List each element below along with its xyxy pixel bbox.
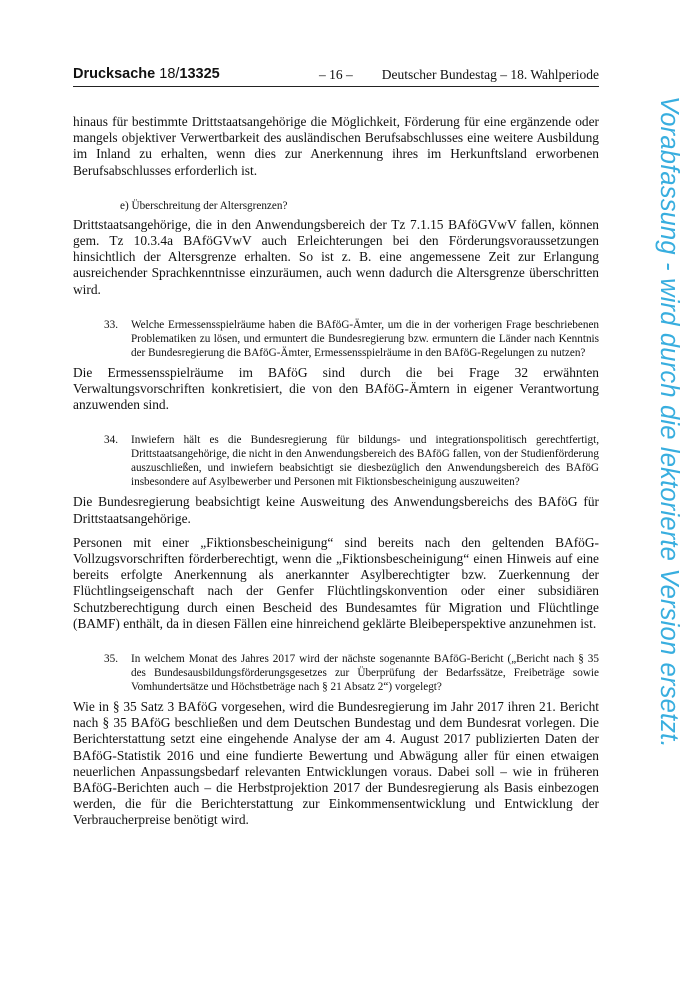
paragraph-1: hinaus für bestimmte Drittstaatsangehörige die Möglichkeit, Förderung für eine ergänzende oder mangels objektiver Verwertbarkeit des ausländischen Berufsabschlusses eine weitere Ausbildung im Inland zu erhalten, wenn dies zur Anerkennung ihres im Herkunftsland erworbenen Berufsabschlusses erforderlich ist. xyxy=(73,114,599,178)
paragraph-5: Personen mit einer „Fiktionsbescheinigung“ sind bereits nach den geltenden BAföG-Vollzugsvorschriften förderberechtigt, wenn die „Fiktionsbescheinigung“ einen Hinweis auf eine bereits erfolgte Anerkennung als anerkannter Asylberechtigter bzw. Zuerkennung der Flüchtlingseigenschaft nach der Genfer Flüchtlingskonvention oder einer subsidiären Schutzberechtigung durch einen Bescheid des Bundesamtes für Migration und Flüchtlinge (BAMF) enthält, da in diesen Fällen eine hinreichend geklärte Bleibeperspektive anzunehmen ist. xyxy=(73,534,599,631)
page-content xyxy=(73,114,599,829)
question-number: 35. xyxy=(104,653,118,666)
question-number: 34. xyxy=(104,434,118,447)
subheading-e: e) Überschreitung der Altersgrenzen? xyxy=(120,199,288,212)
page-number: – 16 – xyxy=(319,67,353,82)
question-text: Inwiefern hält es die Bundesregierung für bildungs- und integrationspolitisch gerechtfertigt, Drittstaatsangehörige, die nicht in den Anwendungsbereich des BAföG fallen, von der Studienförderung auszuschließen, und inwiefern beabsichtigt sie diesbezüglich den Anwendungsbereich des BAföG insbesondere auf Asylbewerber und Personen mit Fiktionsbescheinigung auszuweiten? xyxy=(131,434,599,489)
paragraph-3: Die Ermessensspielräume im BAföG sind durch die bei Frage 32 erwähnten Verwaltungsvorschriften konkretisiert, die von den BAföG-Ämtern in eigener Verantwortung anzuwenden sind. xyxy=(73,364,599,413)
doc-label: Drucksache xyxy=(73,66,156,82)
question-number: 33. xyxy=(104,318,118,331)
paragraph-2: Drittstaatsangehörige, die in den Anwendungsbereich der Tz 7.1.15 BAföGVwV fallen, können gem. Tz 10.3.4a BAföGVwV auch Erleichterungen bei den Förderungsvoraussetzungen hinsichtlich der Altersgrenze erhalten. So ist z. B. eine angemessene Zeit zur Erlangung ausreichender Sprachkenntnisse einzuräumen, auch wenn dadurch die Altersgrenze überschritten wird. xyxy=(73,216,599,297)
draft-watermark: Vorabfassung - wird durch die lektorierte Version ersetzt. xyxy=(655,96,683,748)
question-34 xyxy=(104,433,599,489)
page-header xyxy=(73,66,599,87)
question-33 xyxy=(104,318,599,360)
document-number xyxy=(73,66,220,82)
doc-num-prefix: 18/ xyxy=(159,66,180,82)
doc-num-main: 13325 xyxy=(179,66,220,82)
question-text: In welchem Monat des Jahres 2017 wird der nächste sogenannte BAföG-Bericht („Bericht nach § 35 des Bundesausbildungsförderungsgesetzes zur Überprüfung der Bedarfssätze, Freibeträge sowie Vomhundertsätze und Höchstbeträge nach § 21 Absatz 2“) vorgelegt? xyxy=(131,653,599,694)
question-text: Welche Ermessensspielräume haben die BAföG-Ämter, um die in der vorherigen Frage beschriebenen Problematiken zu lösen, und ermuntert die Bundesregierung bzw. ermuntern die Länder nach Kenntnis der Bundesregierung die BAföG-Ämter, Ermessensspielräume in den BAföG-Regelungen zu nutzen? xyxy=(131,318,599,359)
question-35 xyxy=(104,652,599,694)
paragraph-4: Die Bundesregierung beabsichtigt keine Ausweitung des Anwendungsbereichs des BAföG für Drittstaatsangehörige. xyxy=(73,494,599,526)
paragraph-6: Wie in § 35 Satz 3 BAföG vorgesehen, wird die Bundesregierung im Jahr 2017 ihren 21. Bericht nach § 35 BAföG beschließen und dem Deutschen Bundestag und dem Bundesrat vorlegen. Die Berichterstattung setzt eine eingehende Analyse der am 4. August 2017 publizierten Daten der BAföG-Statistik 2016 und eine fundierte Bewertung und Abwägung aller für einen etwaigen neuerlichen Anpassungsbedarf relevanten Entwicklungen voraus. Dabei soll – wie in früheren BAföG-Berichten auch – die Herbstprojektion 2017 der Bundesregierung als Basis einbezogen werden, die für die Berichterstattung zur Einkommensentwicklung und Entwicklung der Verbraucherpreise benötigt wird. xyxy=(73,699,599,828)
publisher: Deutscher Bundestag – 18. Wahlperiode xyxy=(381,67,599,82)
